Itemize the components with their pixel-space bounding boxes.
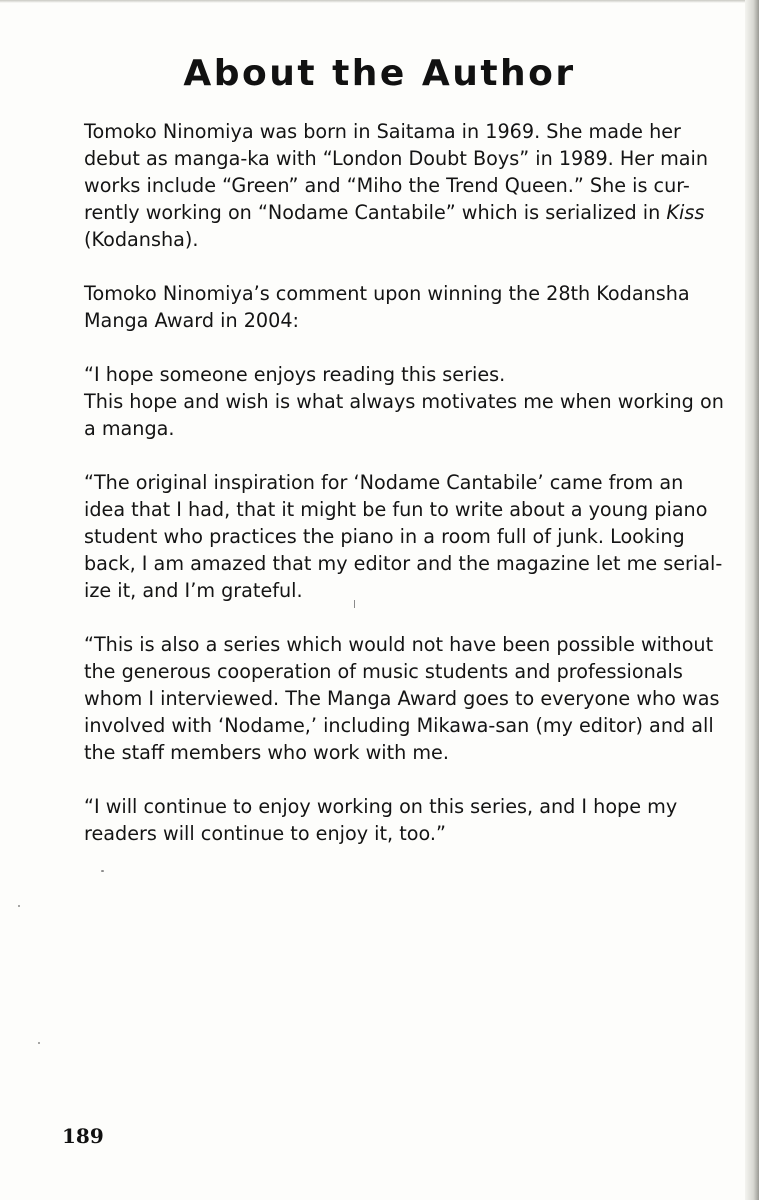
text-line: Manga Award in 2004:: [84, 309, 300, 332]
quote-paragraph-4: [84, 793, 724, 847]
text-line: Tomoko Ninomiya was born in Saitama in 1969. She made her: [84, 120, 681, 143]
text-line: This hope and wish is what always motivates me when working on: [84, 390, 724, 413]
text-line: “This is also a series which would not have been possible without: [84, 633, 714, 656]
text-line: “I hope someone enjoys reading this series.: [84, 363, 506, 386]
paper-speck: [101, 870, 104, 872]
author-bio-text: [84, 118, 724, 874]
text-line: works include “Green” and “Miho the Trend Queen.” She is cur-: [84, 174, 690, 197]
text-line: involved with ‘Nodame,’ including Mikawa-san (my editor) and all: [84, 714, 714, 737]
text-line: the generous cooperation of music students and professionals: [84, 660, 683, 683]
text-line: Tomoko Ninomiya’s comment upon winning the 28th Kodansha: [84, 282, 690, 305]
page-title: About the Author: [183, 53, 576, 94]
text-line: idea that I had, that it might be fun to write about a young piano: [84, 498, 708, 521]
quote-paragraph-3: [84, 631, 724, 766]
text-line: back, I am amazed that my editor and the magazine let me serial-: [84, 552, 723, 575]
text-line-part: rently working on “Nodame Cantabile” which is serialized in: [84, 201, 661, 224]
bio-paragraph-2: [84, 280, 724, 334]
paper-speck: [18, 905, 20, 907]
text-line: (Kodansha).: [84, 228, 199, 251]
text-line: a manga.: [84, 417, 175, 440]
page-top-edge: [0, 0, 759, 3]
text-line: readers will continue to enjoy it, too.”: [84, 822, 446, 845]
page-number: 189: [62, 1124, 104, 1148]
text-line: student who practices the piano in a room full of junk. Looking: [84, 525, 685, 548]
quote-paragraph-2: [84, 469, 724, 604]
text-line: “I will continue to enjoy working on this series, and I hope my: [84, 795, 678, 818]
text-line: “The original inspiration for ‘Nodame Cantabile’ came from an: [84, 471, 684, 494]
magazine-title: Kiss: [666, 201, 705, 224]
text-line: [84, 199, 724, 226]
bio-paragraph-1: [84, 118, 724, 253]
text-line: the staff members who work with me.: [84, 741, 449, 764]
page-right-edge-shadow: [745, 0, 759, 1200]
text-line: ize it, and I’m grateful.: [84, 579, 303, 602]
text-line: whom I interviewed. The Manga Award goes to everyone who was: [84, 687, 720, 710]
quote-paragraph-1: [84, 361, 724, 442]
text-line: debut as manga-ka with “London Doubt Boys” in 1989. Her main: [84, 147, 709, 170]
paper-speck: [38, 1042, 40, 1044]
paper-speck: [354, 600, 355, 608]
